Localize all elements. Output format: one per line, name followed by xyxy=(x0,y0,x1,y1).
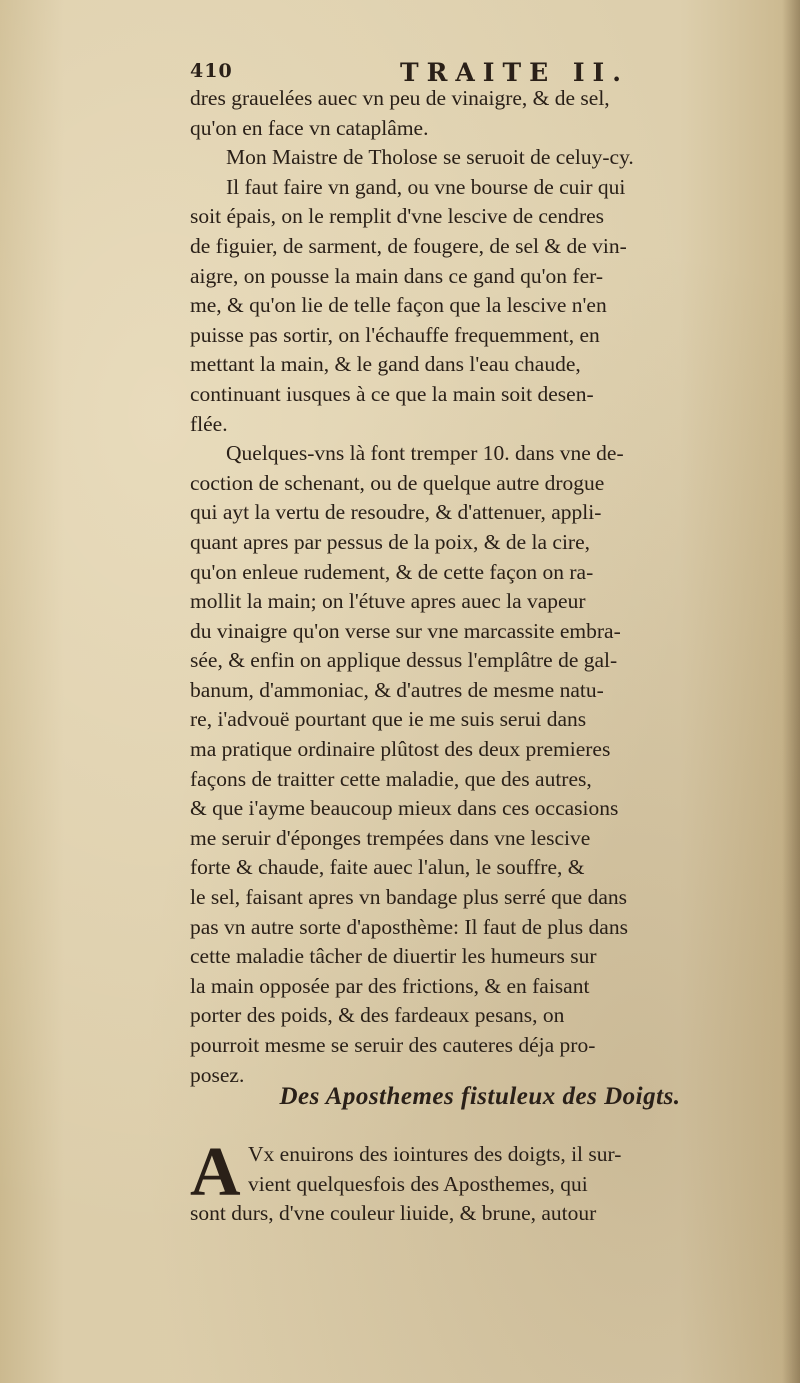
section-heading: Des Aposthemes fistuleux des Doigts. xyxy=(279,1083,681,1110)
text-line: pas vn autre sorte d'aposthème: Il faut de plus dans xyxy=(190,914,628,939)
paragraph xyxy=(190,439,770,1090)
text-line: qui ayt la vertu de resoudre, & d'attenuer, appli- xyxy=(190,500,602,525)
text-line: mettant la main, & le gand dans l'eau chaude, xyxy=(190,352,581,377)
text-line: façons de traitter cette maladie, que des autres, xyxy=(190,766,592,791)
text-line: posez. xyxy=(190,1062,245,1087)
text-line: aigre, on pousse la main dans ce gand qu'on fer- xyxy=(190,263,604,288)
body-text xyxy=(190,84,770,1090)
text-line: quant apres par pessus de la poix, & de la cire, xyxy=(190,529,591,554)
text-line: forte & chaude, faite auec l'alun, le souffre, & xyxy=(190,855,585,880)
text-line: re, i'advouë pourtant que ie me suis serui dans xyxy=(190,707,587,732)
text-line: me, & qu'on lie de telle façon que la lescive n'en xyxy=(190,293,607,318)
text-line: puisse pas sortir, on l'échauffe frequemment, en xyxy=(190,322,600,347)
text-line: flée. xyxy=(190,411,228,436)
text-line: Vx enuirons des iointures des doigts, il sur- xyxy=(248,1142,622,1166)
page-number: 410 xyxy=(190,60,233,82)
text-line: pourroit mesme se seruir des cauteres déja pro- xyxy=(190,1033,596,1057)
text-line: mollit la main; on l'étuve apres auec la vapeur xyxy=(190,589,586,614)
text-line: dres grauelées auec vn peu de vinaigre, & de sel, xyxy=(190,86,610,110)
page-spine-shadow xyxy=(782,0,800,1383)
text-line: Mon Maistre de Tholose se seruoit de celuy-cy. xyxy=(226,145,634,170)
text-line: vient quelquesfois des Aposthemes, qui xyxy=(248,1171,588,1196)
running-title: TRAITE II. xyxy=(400,58,629,87)
paragraph xyxy=(190,143,770,173)
text-line: porter des poids, & des fardeaux pesans, on xyxy=(190,1003,565,1028)
paragraph xyxy=(190,84,770,143)
text-line: continuant iusques à ce que la main soit desen- xyxy=(190,381,594,406)
text-line: sont durs, d'vne couleur liuide, & brune, autour xyxy=(190,1201,597,1226)
text-line: la main opposée par des frictions, & en faisant xyxy=(190,973,590,998)
paragraph xyxy=(190,173,770,439)
text-line: le sel, faisant apres vn bandage plus serré que dans xyxy=(190,885,628,910)
text-line: qu'on en face vn cataplâme. xyxy=(190,115,429,140)
text-line: soit épais, on le remplit d'vne lescive de cendres xyxy=(190,204,605,229)
text-line: sée, & enfin on applique dessus l'emplâtre de gal- xyxy=(190,648,618,673)
text-line: du vinaigre qu'on verse sur vne marcassite embra- xyxy=(190,618,621,643)
text-line: & que i'ayme beaucoup mieux dans ces occasions xyxy=(190,796,619,821)
text-line: de figuier, de sarment, de fougere, de sel & de vin- xyxy=(190,233,627,258)
drop-cap: A xyxy=(190,1134,241,1211)
text-line: Quelques-vns là font tremper 10. dans vne de- xyxy=(226,441,624,466)
text-line: banum, d'ammoniac, & d'autres de mesme natu- xyxy=(190,677,604,702)
final-paragraph xyxy=(190,1134,770,1229)
text-line: qu'on enleue rudement, & de cette façon on ra- xyxy=(190,559,594,584)
text-line: me seruir d'éponges trempées dans vne lescive xyxy=(190,825,591,850)
text-line: Il faut faire vn gand, ou vne bourse de cuir qui xyxy=(226,174,626,199)
text-line: coction de schenant, ou de quelque autre drogue xyxy=(190,470,605,495)
text-line: cette maladie tâcher de diuertir les humeurs sur xyxy=(190,944,597,969)
text-line: ma pratique ordinaire plûtost des deux premieres xyxy=(190,737,611,762)
